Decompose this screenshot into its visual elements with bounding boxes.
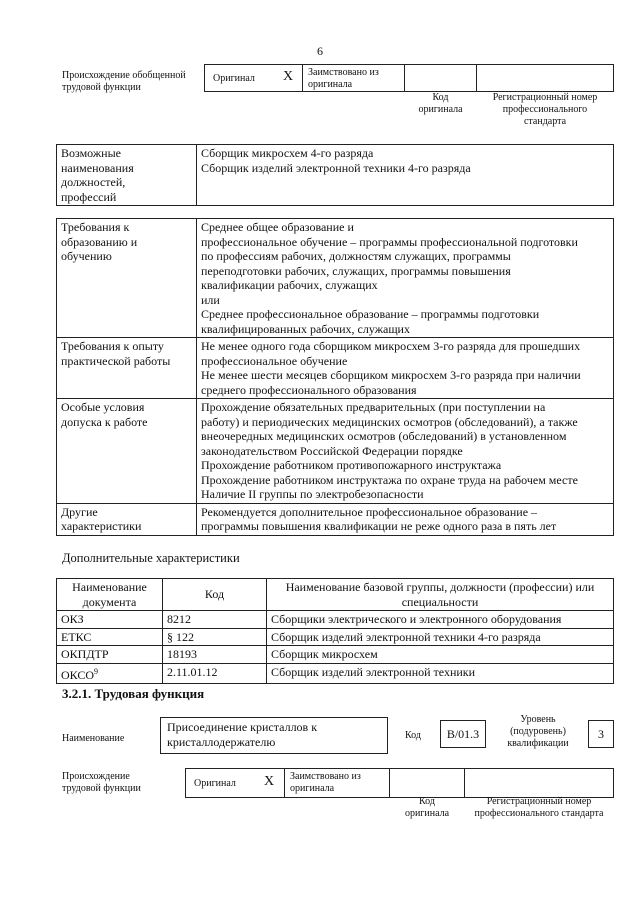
header-name: Наименование базовой группы, должности (профессии) или специальности [267, 579, 614, 611]
origin-label: Происхождение обобщенной трудовой функции [62, 70, 186, 93]
header-code: Код [163, 579, 267, 611]
requirement-row-education [57, 219, 614, 338]
origin-label: Происхождение трудовой функции [62, 771, 141, 794]
requirement-value: Не менее одного года сборщиком микросхем 3-го разряда для прошедших профессиональное обучение Не менее шести месяцев сборщиком микросхем 3-го разряда при наличии среднего профессионального образования [197, 338, 614, 399]
requirement-label: Требования к образованию и обучению [57, 219, 197, 338]
requirements-table [56, 218, 614, 536]
code-label: Код [405, 730, 421, 741]
additional-header-row [57, 579, 614, 611]
additional-table [56, 578, 614, 684]
code-cell: 18193 [163, 646, 267, 664]
requirement-label: Особые условия допуска к работе [57, 399, 197, 504]
reg-number-caption: Регистрационный номер профессионального стандарта [474, 796, 604, 819]
position-item: Сборщик изделий электронной техники 4-го разряда [201, 160, 471, 175]
requirement-label: Другие характеристики [57, 503, 197, 535]
code-original-cell [389, 768, 465, 798]
position-item: Сборщик микросхем 4-го разряда [201, 146, 374, 160]
doc-cell: ЕТКС [57, 628, 163, 646]
code-original-cell [404, 64, 477, 92]
doc-cell: ОКСО$^9$ [57, 663, 163, 684]
requirement-label: Требования к опыту практической работы [57, 338, 197, 399]
original-cell: Оригинал X [185, 768, 285, 798]
name-cell: Сборщик изделий электронной техники [267, 663, 614, 684]
table-row [57, 611, 614, 629]
doc-cell: ОКПДТР [57, 646, 163, 664]
name-label: Наименование [62, 733, 125, 744]
original-mark: X [264, 774, 275, 789]
reg-number-cell [464, 768, 614, 798]
borrowed-cell: Заимствовано из оригинала [302, 64, 405, 92]
reg-number-caption: Регистрационный номер профессионального стандарта [492, 92, 598, 127]
section-heading: 3.2.1. Трудовая функция [62, 686, 205, 701]
table-row [57, 628, 614, 646]
code-cell: 2.11.01.12 [163, 663, 267, 684]
name-cell: Сборщик изделий электронной техники 4-го разряда [267, 628, 614, 646]
code-cell: § 122 [163, 628, 267, 646]
borrowed-cell: Заимствовано из оригинала [284, 768, 390, 798]
original-cell: Оригинал X [204, 64, 303, 92]
page-number: 6 [317, 44, 323, 58]
footnote-mark: 9 [94, 666, 99, 676]
requirement-value: Рекомендуется дополнительное профессиональное образование – программы повышения квалификации не реже одного раза в пять лет [197, 503, 614, 535]
requirement-row-other [57, 503, 614, 535]
doc-cell: ОКЗ [57, 611, 163, 629]
original-mark: X [283, 69, 294, 84]
table-row [57, 663, 614, 684]
code-original-caption: Код оригинала [418, 92, 463, 115]
positions-values [197, 145, 614, 206]
code-original-caption: Код оригинала [404, 796, 450, 819]
level-label: Уровень (подуровень) квалификации [507, 714, 569, 749]
function-name-cell: Присоединение кристаллов к кристаллодержателю [160, 717, 388, 754]
level-value-cell: 3 [588, 720, 614, 748]
positions-table [56, 144, 614, 206]
requirement-row-admission [57, 399, 614, 504]
requirement-value: Прохождение обязательных предварительных (при поступлении на работу) и периодических медицинских осмотров (обследований), а также внеочередных медицинских осмотров (обследований) в установленном законодательством Российской Федерации порядке Прохождение работником противопожарного инструктажа Прохождение работником инструктажа по охране труда на рабочем месте Наличие II группы по электробезопасности [197, 399, 614, 504]
code-cell: 8212 [163, 611, 267, 629]
function-code-cell: B/01.3 [440, 720, 486, 748]
table-row [57, 646, 614, 664]
requirement-value: Среднее общее образование и профессиональное обучение – программы профессиональной подготовки по профессиям рабочих, должностям служащих, программы переподготовки рабочих, служащих, программы повышения квалификации рабочих, служащих или Среднее профессиональное образование – программы подготовки квалифицированных рабочих, служащих [197, 219, 614, 338]
name-cell: Сборщики электрического и электронного оборудования [267, 611, 614, 629]
header-document: Наименование документа [57, 579, 163, 611]
reg-number-cell [476, 64, 614, 92]
name-cell: Сборщик микросхем [267, 646, 614, 664]
positions-label: Возможные наименования должностей, профессий [57, 145, 197, 206]
additional-title: Дополнительные характеристики [62, 551, 240, 565]
requirement-row-experience [57, 338, 614, 399]
